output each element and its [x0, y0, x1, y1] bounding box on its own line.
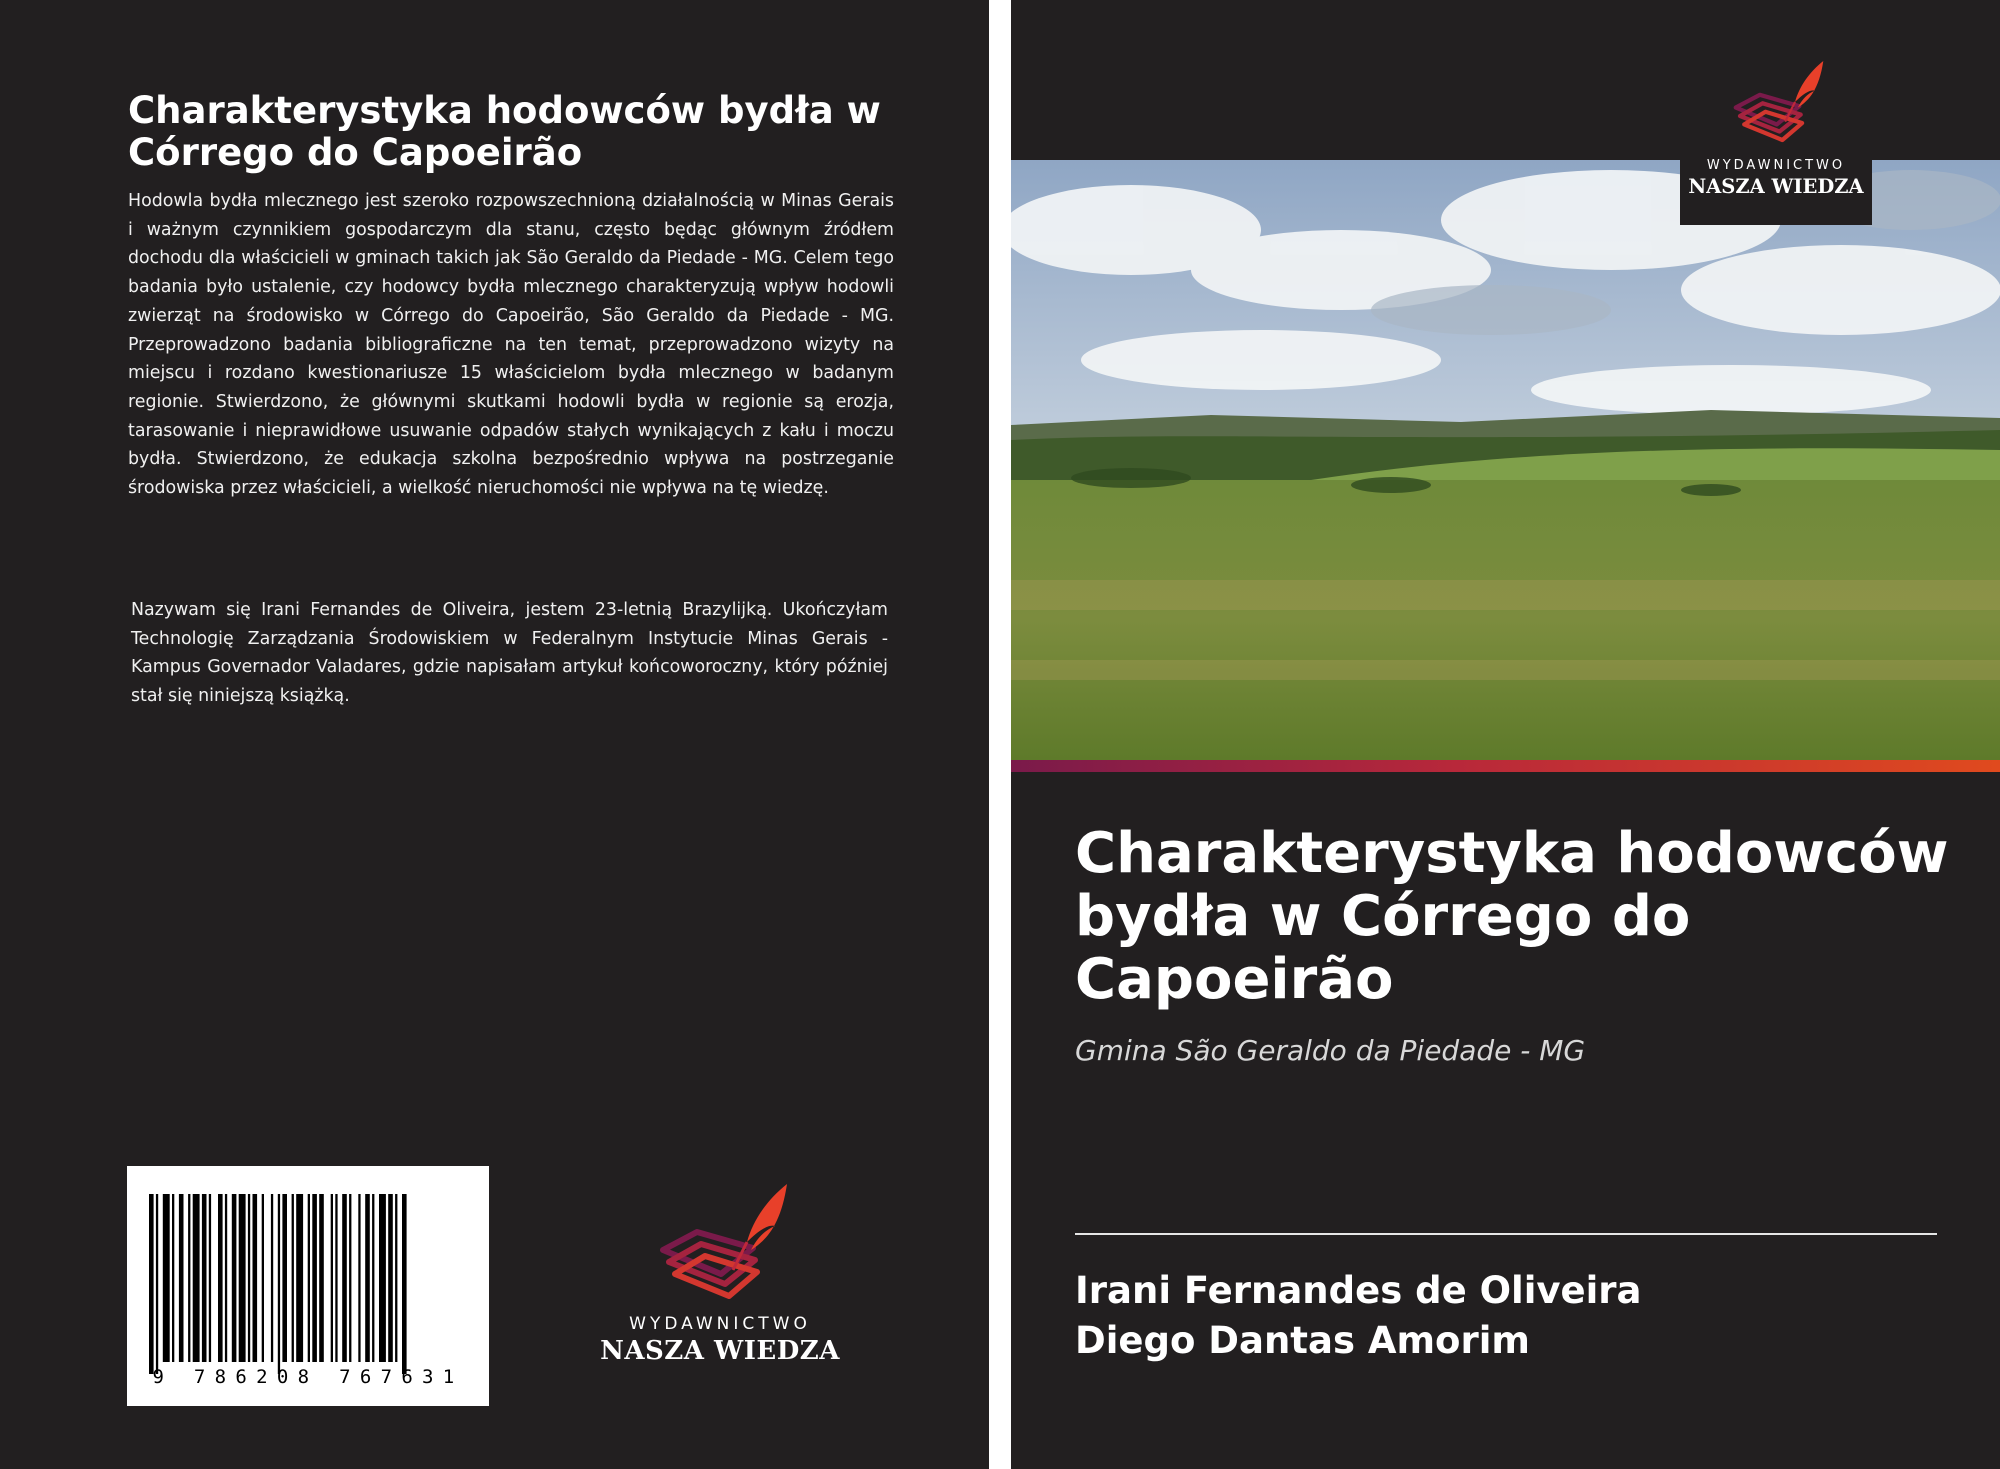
- author-list: [1075, 1266, 1642, 1366]
- barcode-bar: [282, 1194, 287, 1362]
- front-cover-subtitle: Gmina São Geraldo da Piedade - MG: [1075, 1034, 1586, 1067]
- barcode-bar: [342, 1194, 347, 1362]
- publisher-line1: WYDAWNICTWO: [629, 1314, 811, 1334]
- publisher-logo-back: [592, 1180, 848, 1366]
- barcode-bar: [271, 1194, 273, 1362]
- landscape-photo-icon: [1011, 160, 2000, 760]
- barcode-bar: [163, 1194, 170, 1362]
- book-blurb: Hodowla bydła mlecznego jest szeroko rozpowszechnioną działalnością w Minas Gerais i ważnym czynnikiem gospodarczym dla stanu, często będąc głównym źródłem dochodu dla właścicieli w gminach takich jak São Geraldo da Piedade - MG. Celem tego badania było ustalenie, czy hodowcy bydła mlecznego charakteryzują wpływ hodowli zwierząt na środowisko w Córrego do Capoeirão, São Geraldo da Piedade - MG. Przeprowadzono badania bibliograficzne na ten temat, przeprowadzono wizyty na miejscu i rozdano kwestionariusze 15 właścicielom bydła mlecznego w badanym regionie. Stwierdzono, że głównymi skutkami hodowli bydła w regionie są erozja, tarasowanie i nieprawidłowe usuwanie odpadów stałych wynikających z kału i moczu bydła. Stwierdzono, że edukacja szkolna bezpośrednio wpływa na postrzeganie środowiska przez właścicieli, a wielkość nieruchomości nie wpływa na tę wiedzę.: [128, 191, 894, 499]
- barcode-bar: [225, 1194, 227, 1362]
- barcode-bar: [388, 1194, 393, 1362]
- book-quill-icon: [635, 1180, 805, 1310]
- author-name: Diego Dantas Amorim: [1075, 1319, 1530, 1362]
- barcode-bar: [365, 1194, 370, 1362]
- barcode-bar: [209, 1194, 211, 1362]
- barcode-bar: [202, 1194, 207, 1362]
- barcode-bar: [312, 1194, 317, 1362]
- barcode-bar: [319, 1194, 324, 1362]
- publisher-name: NASZA WIEDZA: [1688, 175, 1864, 198]
- barcode-bar: [149, 1194, 154, 1374]
- barcode-bar: [248, 1194, 250, 1362]
- barcode-bar: [335, 1194, 337, 1362]
- barcode-bar: [188, 1194, 190, 1362]
- barcode-bar: [239, 1194, 246, 1362]
- barcode-bar: [193, 1194, 200, 1362]
- publisher-line1: WYDAWNICTWO: [1706, 158, 1846, 173]
- publisher-logo-box: [1680, 0, 1872, 225]
- barcode-bar: [358, 1194, 360, 1362]
- back-cover: [0, 0, 989, 1469]
- barcode-bar: [156, 1194, 158, 1374]
- barcode-bar: [308, 1194, 310, 1362]
- barcode-bar: [402, 1194, 407, 1374]
- barcode-bar: [331, 1194, 333, 1362]
- barcode-digits: 9 786208 767631: [152, 1366, 464, 1388]
- front-cover-title: Charakterystyka hodowców bydła w Córrego do Capoeirão: [1075, 821, 1949, 1012]
- barcode-bar: [292, 1194, 294, 1362]
- publisher-name: NASZA WIEDZA: [600, 1336, 840, 1366]
- barcode-bar: [372, 1194, 374, 1362]
- barcode-bar: [296, 1194, 303, 1362]
- author-bio: Nazywam się Irani Fernandes de Oliveira, jestem 23-letnią Brazylijką. Ukończyłam Technologię Zarządzania Środowiskiem w Federalnym Instytucie Minas Gerais - Kampus Governador Valadares, gdzie napisałam artykuł końcoworoczny, który później stał się niniejszą książką.: [131, 600, 888, 707]
- isbn-barcode: [127, 1166, 489, 1406]
- barcode-bar: [218, 1194, 223, 1362]
- barcode-bar: [253, 1194, 258, 1362]
- barcode-bar: [172, 1194, 174, 1362]
- barcode-bar: [262, 1194, 264, 1362]
- barcode-bar: [232, 1194, 237, 1362]
- barcode-bar: [395, 1194, 397, 1362]
- barcode-bar: [179, 1194, 184, 1362]
- accent-stripe: [1011, 760, 2000, 772]
- back-cover-title: Charakterystyka hodowców bydła w Córrego do Capoeirão: [128, 89, 881, 174]
- barcode-bar: [278, 1194, 280, 1374]
- front-cover: [1011, 0, 2000, 1469]
- barcode-bar: [379, 1194, 386, 1362]
- barcode-bar: [349, 1194, 351, 1362]
- publisher-logo-front: [1680, 52, 1872, 198]
- divider: [1075, 1233, 1937, 1235]
- book-quill-icon: [1716, 52, 1836, 156]
- author-name: Irani Fernandes de Oliveira: [1075, 1269, 1642, 1312]
